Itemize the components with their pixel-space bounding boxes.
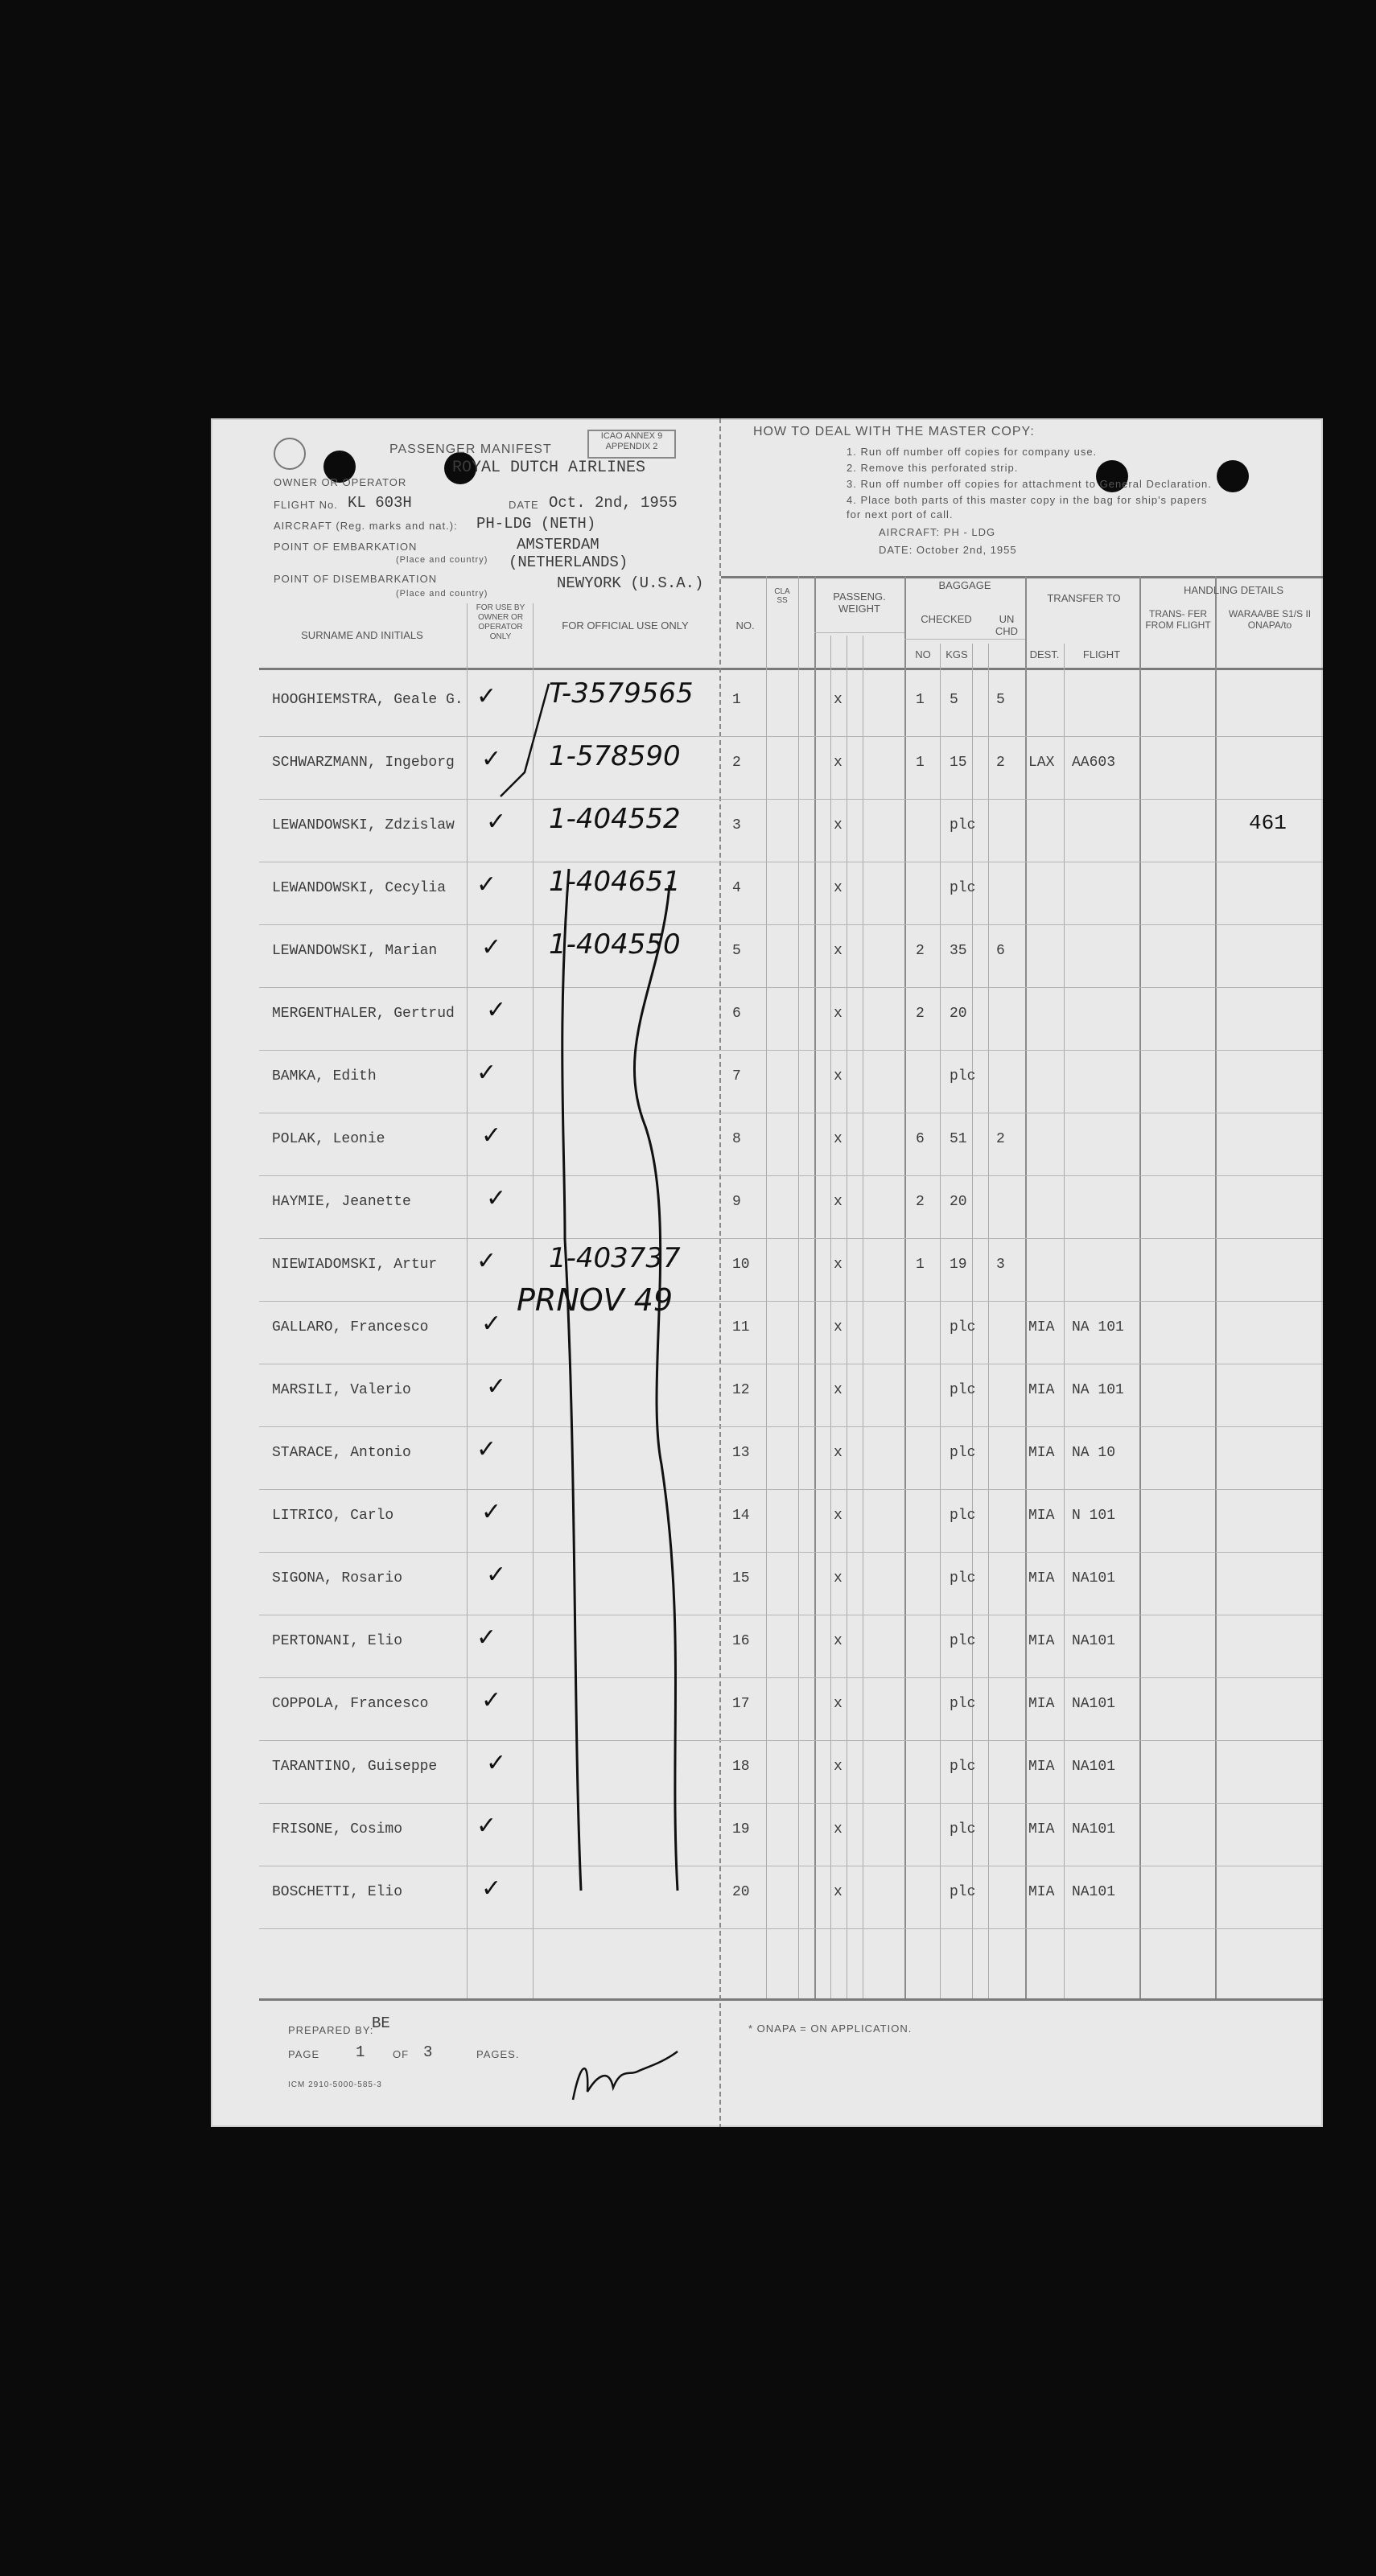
disembark-label: POINT OF DISEMBARKATION — [274, 573, 438, 585]
bag-kgs: plc — [950, 1633, 976, 1649]
flight-value: KL 603H — [348, 494, 412, 512]
check-mark-icon: ✓ — [486, 1561, 507, 1589]
passenger-no: 16 — [732, 1633, 750, 1649]
col-header-official-use: FOR OFFICIAL USE ONLY — [562, 619, 689, 632]
passenger-no: 3 — [732, 817, 741, 833]
passenger-name: COPPOLA, Francesco — [272, 1696, 429, 1712]
col-header-class: CLASS — [774, 587, 790, 605]
instruction-3: 3. Run off number off copies for attachment to General Declaration. — [847, 478, 1212, 490]
col-header-unchd: UN CHD — [995, 613, 1019, 637]
col-header-dest: DEST. — [1029, 648, 1060, 660]
bag-kgs: plc — [950, 880, 976, 896]
transfer-dest: LAX — [1028, 755, 1055, 771]
check-mark-icon: ✓ — [486, 808, 507, 836]
aircraft-label: AIRCRAFT (Reg. marks and nat.): — [274, 520, 458, 532]
passenger-name: LEWANDOWSKI, Cecylia — [272, 880, 447, 896]
passenger-no: 14 — [732, 1508, 750, 1524]
weight-mark: x — [834, 1821, 842, 1837]
transfer-dest: MIA — [1028, 1570, 1055, 1586]
check-mark-icon: ✓ — [476, 1247, 497, 1275]
passenger-name: TARANTINO, Guiseppe — [272, 1759, 438, 1775]
instruction-5: for next port of call. — [847, 508, 954, 521]
weight-mark: x — [834, 755, 842, 771]
check-mark-icon: ✓ — [481, 1121, 502, 1150]
check-mark-icon: ✓ — [476, 682, 497, 710]
passenger-name: STARACE, Antonio — [272, 1445, 411, 1461]
col-header-transfer-from: TRANS- FER FROM FLIGHT — [1145, 608, 1211, 631]
transfer-flight: NA101 — [1072, 1759, 1116, 1775]
official-number: 1-404651 — [549, 866, 681, 898]
aircraft-value: PH-LDG (NETH) — [476, 515, 596, 533]
transfer-dest: MIA — [1028, 1319, 1055, 1335]
transfer-dest: MIA — [1028, 1759, 1055, 1775]
bag-count: 2 — [916, 1194, 925, 1210]
passenger-no: 11 — [732, 1319, 750, 1335]
transfer-flight: NA101 — [1072, 1696, 1116, 1712]
passenger-no: 13 — [732, 1445, 750, 1461]
check-mark-icon: ✓ — [481, 1498, 502, 1526]
weight-mark: x — [834, 1131, 842, 1147]
transfer-dest: MIA — [1028, 1382, 1055, 1398]
transfer-flight: N 101 — [1072, 1508, 1116, 1524]
weight-mark: x — [834, 1884, 842, 1900]
passenger-name: HOOGHIEMSTRA, Geale G. — [272, 692, 463, 708]
bag-count: 1 — [916, 755, 925, 771]
bag-kgs: 20 — [950, 1194, 967, 1210]
weight-mark: x — [834, 1382, 842, 1398]
transfer-dest: MIA — [1028, 1508, 1055, 1524]
passenger-no: 17 — [732, 1696, 750, 1712]
passenger-name: LEWANDOWSKI, Marian — [272, 943, 438, 959]
pages-label: PAGES. — [476, 2048, 520, 2060]
page-label: PAGE — [288, 2048, 320, 2060]
date-value: Oct. 2nd, 1955 — [549, 494, 678, 512]
bag-kgs: 19 — [950, 1257, 967, 1273]
transfer-dest: MIA — [1028, 1633, 1055, 1649]
transfer-flight: NA101 — [1072, 1821, 1116, 1837]
bag-kgs: plc — [950, 817, 976, 833]
bag-kgs: 5 — [950, 692, 958, 708]
col-header-weight: PASSENG. WEIGHT — [833, 591, 886, 615]
of-label: OF — [393, 2048, 410, 2060]
check-mark-icon: ✓ — [476, 1623, 497, 1652]
check-mark-icon: ✓ — [481, 1874, 502, 1903]
passenger-no: 7 — [732, 1068, 741, 1084]
col-header-checked-kgs: KGS — [945, 648, 968, 660]
passenger-no: 5 — [732, 943, 741, 959]
col-header-no: NO. — [735, 619, 755, 632]
manifest-title: PASSENGER MANIFEST — [389, 442, 552, 456]
passenger-name: GALLARO, Francesco — [272, 1319, 429, 1335]
passenger-name: MERGENTHALER, Gertrud — [272, 1006, 455, 1022]
bag-kgs: plc — [950, 1068, 976, 1084]
check-mark-icon: ✓ — [476, 1435, 497, 1463]
passenger-name: LEWANDOWSKI, Zdzislaw — [272, 817, 455, 833]
check-mark-icon: ✓ — [481, 1310, 502, 1338]
passenger-no: 10 — [732, 1257, 750, 1273]
transfer-flight: NA101 — [1072, 1884, 1116, 1900]
flight-label: FLIGHT No. — [274, 499, 338, 511]
disembark-value: NEWYORK (U.S.A.) — [557, 574, 704, 592]
weight-mark: x — [834, 943, 842, 959]
passenger-no: 19 — [732, 1821, 750, 1837]
col-header-owner-use: FOR USE BY OWNER OR OPERATOR ONLY — [476, 603, 525, 641]
passenger-no: 20 — [732, 1884, 750, 1900]
weight-mark: x — [834, 1319, 842, 1335]
weight-mark: x — [834, 1759, 842, 1775]
bag-count: 1 — [916, 1257, 925, 1273]
unchecked-count: 2 — [996, 755, 1005, 771]
bag-kgs: plc — [950, 1445, 976, 1461]
passenger-name: PERTONANI, Elio — [272, 1633, 403, 1649]
passenger-name: POLAK, Leonie — [272, 1131, 385, 1147]
owner-value: ROYAL DUTCH AIRLINES — [452, 459, 646, 477]
weight-mark: x — [834, 692, 842, 708]
bag-kgs: 15 — [950, 755, 967, 771]
weight-mark: x — [834, 817, 842, 833]
check-mark-icon: ✓ — [486, 1372, 507, 1401]
handwritten-annotation: PRNOV 49 — [517, 1282, 674, 1318]
bag-kgs: plc — [950, 1884, 976, 1900]
transfer-dest: MIA — [1028, 1696, 1055, 1712]
form-number: ICM 2910-5000-585-3 — [288, 2080, 382, 2089]
handling-value: 461 — [1249, 811, 1287, 835]
passenger-name: BOSCHETTI, Elio — [272, 1884, 403, 1900]
prepared-value: BE — [372, 2014, 390, 2032]
bag-kgs: plc — [950, 1319, 976, 1335]
weight-mark: x — [834, 1194, 842, 1210]
embark-value: AMSTERDAM — [517, 536, 599, 553]
check-mark-icon: ✓ — [486, 1749, 507, 1777]
embark-sub: (Place and country) — [396, 555, 488, 565]
manifest-page — [211, 418, 1323, 2127]
passenger-name: SIGONA, Rosario — [272, 1570, 403, 1586]
bag-kgs: plc — [950, 1570, 976, 1586]
transfer-flight: NA 101 — [1072, 1319, 1124, 1335]
transfer-dest: MIA — [1028, 1821, 1055, 1837]
instructions-date: DATE: October 2nd, 1955 — [879, 544, 1017, 556]
weight-mark: x — [834, 1570, 842, 1586]
bag-kgs: plc — [950, 1821, 976, 1837]
transfer-flight: NA 10 — [1072, 1445, 1116, 1461]
transfer-flight: AA603 — [1072, 755, 1116, 771]
instruction-2: 2. Remove this perforated strip. — [847, 462, 1019, 474]
weight-mark: x — [834, 1696, 842, 1712]
bag-count: 2 — [916, 943, 925, 959]
onapa-note: * ONAPA = ON APPLICATION. — [748, 2023, 913, 2035]
bag-kgs: 51 — [950, 1131, 967, 1147]
passenger-name: LITRICO, Carlo — [272, 1508, 394, 1524]
check-mark-icon: ✓ — [481, 745, 502, 773]
col-header-handling: HANDLING DETAILS — [1183, 584, 1283, 596]
check-mark-icon: ✓ — [481, 1686, 502, 1714]
passenger-no: 4 — [732, 880, 741, 896]
transfer-flight: NA 101 — [1072, 1382, 1124, 1398]
check-mark-icon: ✓ — [481, 933, 502, 961]
icao-box: ICAO ANNEX 9 APPENDIX 2 — [587, 430, 676, 459]
instruction-1: 1. Run off number off copies for company use. — [847, 446, 1098, 458]
check-mark-icon: ✓ — [486, 996, 507, 1024]
col-header-transfer-to: TRANSFER TO — [1047, 592, 1121, 604]
unchecked-count: 2 — [996, 1131, 1005, 1147]
weight-mark: x — [834, 1257, 842, 1273]
unchecked-count: 3 — [996, 1257, 1005, 1273]
transfer-flight: NA101 — [1072, 1570, 1116, 1586]
col-header-waraa: WARAA/BE S1/S II ONAPA/to — [1228, 608, 1312, 631]
check-mark-icon: ✓ — [476, 1059, 497, 1087]
bag-count: 6 — [916, 1131, 925, 1147]
bag-kgs: plc — [950, 1382, 976, 1398]
transfer-flight: NA101 — [1072, 1633, 1116, 1649]
passenger-name: HAYMIE, Jeanette — [272, 1194, 411, 1210]
col-header-surname: SURNAME AND INITIALS — [301, 629, 423, 641]
disembark-sub: (Place and country) — [396, 589, 488, 599]
of-value: 3 — [423, 2043, 433, 2061]
transfer-dest: MIA — [1028, 1884, 1055, 1900]
weight-mark: x — [834, 1006, 842, 1022]
bag-kgs: plc — [950, 1696, 976, 1712]
unchecked-count: 5 — [996, 692, 1005, 708]
transfer-dest: MIA — [1028, 1445, 1055, 1461]
bag-kgs: 35 — [950, 943, 967, 959]
passenger-no: 18 — [732, 1759, 750, 1775]
weight-mark: x — [834, 1633, 842, 1649]
date-label: DATE — [509, 499, 539, 511]
weight-mark: x — [834, 1068, 842, 1084]
page-value: 1 — [356, 2043, 365, 2061]
signature — [565, 2043, 694, 2116]
col-header-flight: FLIGHT — [1082, 648, 1121, 660]
instruction-4: 4. Place both parts of this master copy in the bag for ship's papers — [847, 494, 1208, 506]
official-number: 1-403737 — [549, 1242, 681, 1274]
bag-kgs: plc — [950, 1508, 976, 1524]
passenger-name: MARSILI, Valerio — [272, 1382, 411, 1398]
instructions-title: HOW TO DEAL WITH THE MASTER COPY: — [753, 425, 1035, 438]
passenger-no: 2 — [732, 755, 741, 771]
bag-count: 2 — [916, 1006, 925, 1022]
passenger-no: 6 — [732, 1006, 741, 1022]
passenger-no: 9 — [732, 1194, 741, 1210]
bag-kgs: 20 — [950, 1006, 967, 1022]
passenger-name: FRISONE, Cosimo — [272, 1821, 403, 1837]
official-number: 1-404550 — [549, 928, 681, 961]
passenger-name: BAMKA, Edith — [272, 1068, 377, 1084]
official-number: 1-578590 — [549, 740, 681, 772]
passenger-no: 15 — [732, 1570, 750, 1586]
unchecked-count: 6 — [996, 943, 1005, 959]
bag-kgs: plc — [950, 1759, 976, 1775]
check-mark-icon: ✓ — [476, 870, 497, 899]
instructions-aircraft: AIRCRAFT: PH - LDG — [879, 526, 996, 538]
owner-label: OWNER OR OPERATOR — [274, 476, 407, 488]
weight-mark: x — [834, 1508, 842, 1524]
passenger-no: 8 — [732, 1131, 741, 1147]
col-header-checked: CHECKED — [921, 613, 972, 625]
official-number: 1-404552 — [549, 803, 681, 835]
handwritten-marks — [211, 418, 1323, 2127]
passenger-no: 12 — [732, 1382, 750, 1398]
col-header-checked-no: NO — [915, 648, 931, 660]
weight-mark: x — [834, 1445, 842, 1461]
passenger-name: SCHWARZMANN, Ingeborg — [272, 755, 455, 771]
weight-mark: x — [834, 880, 842, 896]
prepared-label: PREPARED BY: — [288, 2024, 374, 2036]
col-header-baggage: BAGGAGE — [938, 579, 991, 591]
check-mark-icon: ✓ — [476, 1812, 497, 1840]
bag-count: 1 — [916, 692, 925, 708]
embark-label: POINT OF EMBARKATION — [274, 541, 418, 553]
passenger-no: 1 — [732, 692, 741, 708]
official-number: T-3579565 — [549, 677, 694, 710]
passenger-name: NIEWIADOMSKI, Artur — [272, 1257, 438, 1273]
embark-country: (NETHERLANDS) — [509, 553, 628, 571]
check-mark-icon: ✓ — [486, 1184, 507, 1212]
